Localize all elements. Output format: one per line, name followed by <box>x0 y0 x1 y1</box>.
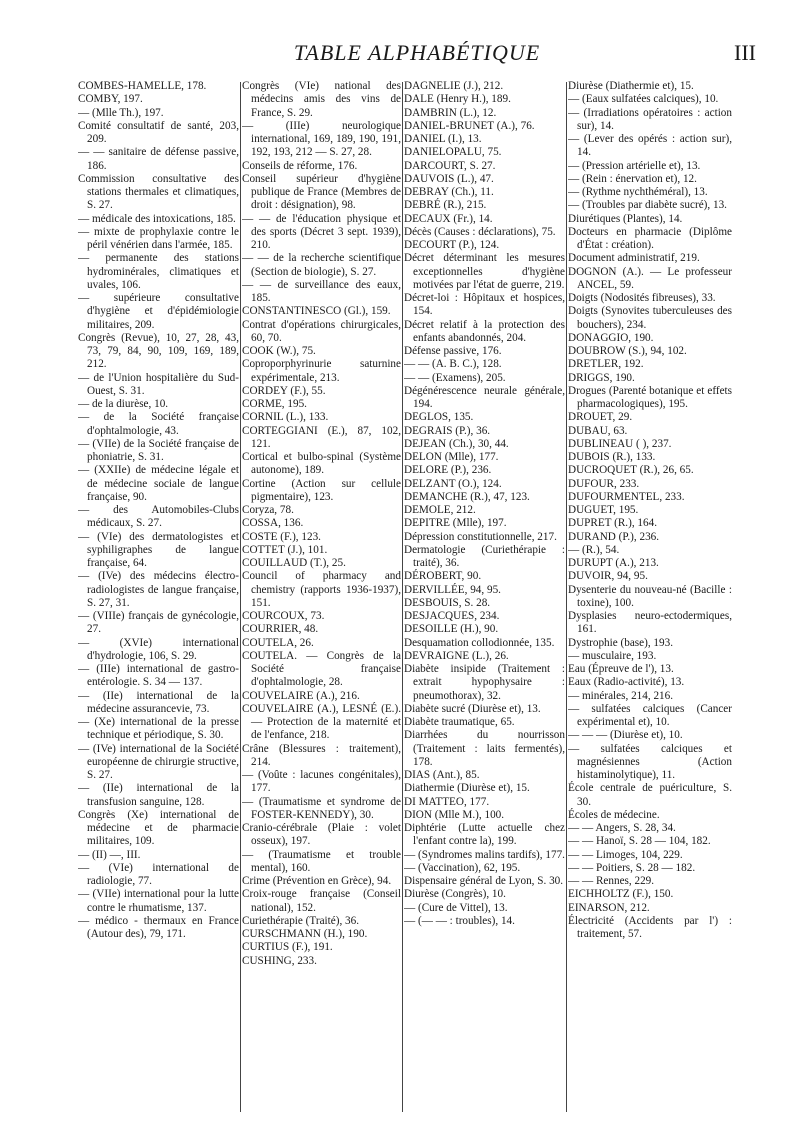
index-entry: Document administratif, 219. <box>568 252 700 265</box>
index-entry: DEJEAN (Ch.), 30, 44. <box>404 437 509 450</box>
index-entry: CURSCHMANN (H.), 190. <box>242 928 368 940</box>
index-entry: — (VIIIe) français de gynécologie, 27. <box>78 610 239 636</box>
running-title: TABLE ALPHABÉTIQUE <box>293 40 541 65</box>
index-entry: CORNIL (L.), 133. <box>242 411 329 424</box>
index-entry: — de l'Union hospitalière du Sud-Ouest, S. 31. <box>78 371 239 397</box>
index-entry: Décret relatif à la protection des enfants abandonnés, 204. <box>404 318 565 344</box>
index-entry: COURRIER, 48. <box>242 623 319 636</box>
index-entry: DEGLOS, 135. <box>404 411 474 424</box>
index-entry: COOK (W.), 75. <box>242 345 316 357</box>
index-entry: — (IIe) international de la transfusion sanguine, 128. <box>78 782 239 808</box>
index-entry: Eau (Épreuve de l'), 13. <box>568 663 674 675</box>
index-entry: Eaux (Radio-activité), 13. <box>568 676 685 689</box>
index-entry: — — (A. B. C.), 128. <box>404 358 502 371</box>
index-entry: — (Eaux sulfatées calciques), 10. <box>568 93 719 106</box>
index-entry: — de la Société française d'ophtalmologie, 43. <box>78 411 239 437</box>
index-entry: — (Mlle Th.), 197. <box>78 106 164 119</box>
index-entry: DAUVOIS (L.), 47. <box>404 172 494 185</box>
index-entry: Décret déterminant les mesures exceptionnelles d'hygiène motivées par l'état de guerre, 219. <box>404 252 565 291</box>
index-entry: — — de surveillance des eaux, 185. <box>242 278 401 304</box>
index-entry: — minérales, 214, 216. <box>568 689 674 702</box>
index-entry: Doigts (Nodosités fibreuses), 33. <box>568 292 716 304</box>
index-entry: Diurétiques (Plantes), 14. <box>568 212 683 225</box>
page-number: III <box>734 40 756 65</box>
index-entry: DUBAU, 63. <box>568 424 628 437</box>
index-entry: Drogues (Parenté botanique et effets pharmacologiques), 195. <box>568 384 732 410</box>
index-entry: — (Xe) international de la presse technique et périodique, S. 30. <box>78 716 239 742</box>
index-entry: Council of pharmacy and chemistry (rapports 1936-1937), 151. <box>242 570 401 609</box>
index-entry: Décès (Causes : déclarations), 75. <box>404 225 556 238</box>
index-entry: EINARSON, 212. <box>568 901 650 914</box>
index-entry: DOUBROW (S.), 94, 102. <box>568 345 687 357</box>
index-entry: DAGNELIE (J.), 212. <box>404 80 504 92</box>
index-entry: DUBLINEAU ( ), 237. <box>568 437 672 450</box>
index-entry: Diarrhées du nourrisson (Traitement : laits fermentés), 178. <box>404 729 565 768</box>
index-entry: DESOILLE (H.), 90. <box>404 623 499 636</box>
index-entry: — (R.), 54. <box>568 543 620 556</box>
index-entry: DECOURT (P.), 124. <box>404 239 500 251</box>
index-entry: Diurèse (Congrès), 10. <box>404 888 506 901</box>
index-entry: — (IIe) international de la médecine assurancevie, 73. <box>78 689 239 715</box>
index-entry: — (XVIe) international d'hydrologie, 106, S. 29. <box>78 636 239 662</box>
column-rule <box>402 82 403 1112</box>
index-entry: DANIEL-BRUNET (A.), 76. <box>404 119 535 132</box>
index-entry: — (IVe) international de la Société européenne de chirurgie structive, S. 27. <box>78 742 239 781</box>
index-entry: — — de l'éducation physique et des sports (Décret 3 sept. 1939), 210. <box>242 212 401 251</box>
index-entry: CORDEY (F.), 55. <box>242 384 326 397</box>
index-entry: Dysenterie du nouveau-né (Bacille : toxine), 100. <box>568 583 732 609</box>
index-entry: — (Traumatisme et syndrome de FOSTER-KENNEDY), 30. <box>242 795 401 821</box>
index-entry: DOGNON (A.). — Le professeur ANCEL, 59. <box>568 265 732 291</box>
index-entry: DEVRAIGNE (L.), 26. <box>404 649 509 662</box>
index-entry: DARCOURT, S. 27. <box>404 159 496 172</box>
index-entry: — (VIIe) de la Société française de phoniatrie, S. 31. <box>78 437 239 463</box>
index-entry: DELORE (P.), 236. <box>404 464 492 477</box>
index-entry: Coproporphyrinurie saturnine expérimentale, 213. <box>242 358 401 384</box>
index-entry: — — Limoges, 104, 229. <box>568 848 683 861</box>
index-entry: COUVELAIRE (A.), LESNÉ (E.). — Protection de la maternité et de l'enfance, 218. <box>242 702 401 742</box>
index-entry: COURCOUX, 73. <box>242 610 325 622</box>
index-entry: CORTEGGIANI (E.), 87, 102, 121. <box>242 424 401 450</box>
index-entry: — médicale des intoxications, 185. <box>78 212 236 225</box>
index-entry: Dispensaire général de Lyon, S. 30. <box>404 875 564 887</box>
index-entry: — (Pression artérielle et), 13. <box>568 159 701 172</box>
index-entry: DANIELOPALU, 75. <box>404 146 502 159</box>
index-entry: DRETLER, 192. <box>568 358 644 371</box>
index-entry: — des Automobiles-Clubs médicaux, S. 27. <box>78 504 239 530</box>
index-entry: — (Syndromes malins tardifs), 177. <box>404 848 565 861</box>
index-entry: Comité consultatif de santé, 203, 209. <box>78 119 239 145</box>
index-entry: Cortine (Action sur cellule pigmentaire), 123. <box>242 477 401 503</box>
index-entry: Contrat d'opérations chirurgicales, 60, 70. <box>242 318 401 344</box>
index-entry: DEBRÉ (R.), 215. <box>404 199 487 212</box>
index-entry: — (Cure de Vittel), 13. <box>404 901 508 914</box>
index-entry: DUBOIS (R.), 133. <box>568 451 656 463</box>
index-entry: — permanente des stations hydrominérales, climatiques et uvales, 106. <box>78 252 239 291</box>
index-entry: Crâne (Blessures : traitement), 214. <box>242 742 401 768</box>
index-column-3 <box>404 80 565 1120</box>
index-entry: — (IIIe) neurologique international, 169, 189, 190, 191, 192, 193, 212 — S. 27, 28. <box>242 119 401 159</box>
index-entry: Diabète sucré (Diurèse et), 13. <box>404 702 541 715</box>
index-columns <box>78 80 756 1120</box>
index-entry: Écoles de médecine. <box>568 808 660 821</box>
index-entry: — mixte de prophylaxie contre le péril vénérien dans l'armée, 185. <box>78 225 239 251</box>
index-entry: DEGRAIS (P.), 36. <box>404 424 491 437</box>
index-entry: — (VIIe) international pour la lutte contre le rhumatisme, 137. <box>78 888 239 914</box>
index-entry: Coryza, 78. <box>242 504 294 516</box>
index-entry: École centrale de puériculture, S. 30. <box>568 782 732 808</box>
index-entry: DURUPT (A.), 213. <box>568 557 659 569</box>
index-entry: COUTELA, 26. <box>242 636 314 649</box>
index-entry: Diabète traumatique, 65. <box>404 716 515 728</box>
index-entry: DAMBRIN (L.), 12. <box>404 106 497 119</box>
column-rule <box>566 82 567 1112</box>
index-entry: DELZANT (O.), 124. <box>404 477 502 490</box>
index-entry: — — Poitiers, S. 28 — 182. <box>568 861 696 874</box>
index-entry: DROUET, 29. <box>568 411 633 424</box>
index-entry: DEMANCHE (R.), 47, 123. <box>404 490 530 503</box>
index-entry: DONAGGIO, 190. <box>568 331 654 344</box>
index-entry: — (— — : troubles), 14. <box>404 914 515 927</box>
index-entry: DRIGGS, 190. <box>568 371 635 384</box>
index-entry: Dépression constitutionnelle, 217. <box>404 530 557 543</box>
index-entry: Défense passive, 176. <box>404 345 502 357</box>
index-entry: COMBY, 197. <box>78 93 143 106</box>
index-entry: — — Rennes, 229. <box>568 875 655 887</box>
index-entry: — (VIe) international de radiologie, 77. <box>78 861 239 887</box>
index-entry: — (II) —, III. <box>78 848 141 861</box>
index-entry: Décret-loi : Hôpitaux et hospices, 154. <box>404 292 565 318</box>
index-entry: Dermatologie (Curiethérapie : traité), 36. <box>404 543 565 569</box>
index-entry: — médico - thermaux en France (Autour des), 79, 171. <box>78 914 239 940</box>
index-entry: DEBRAY (Ch.), 11. <box>404 186 494 198</box>
index-entry: Cranio-cérébrale (Plaie : volet osseux), 197. <box>242 822 401 848</box>
index-entry: Doigts (Synovites tuberculeuses des bouchers), 234. <box>568 305 732 331</box>
index-entry: CUSHING, 233. <box>242 954 317 967</box>
index-entry: DERVILLÉE, 94, 95. <box>404 583 501 596</box>
index-entry: — (Rein : énervation et), 12. <box>568 172 697 185</box>
index-entry: DANIEL (I.), 13. <box>404 133 482 145</box>
index-entry: Croix-rouge française (Conseil national), 152. <box>242 888 401 914</box>
index-entry: DIAS (Ant.), 85. <box>404 769 480 781</box>
index-entry: DEPITRE (Mlle), 197. <box>404 517 507 530</box>
index-entry: DECAUX (Fr.), 14. <box>404 212 493 225</box>
index-entry: — (VIe) des dermatologistes et syphiligraphes de langue française, 64. <box>78 530 239 569</box>
index-entry: DUFOUR, 233. <box>568 477 640 490</box>
index-entry: Congrès (Xe) international de médecine et de pharmacie militaires, 109. <box>78 808 239 848</box>
index-entry: COSSA, 136. <box>242 517 304 530</box>
index-entry: COUILLAUD (T.), 25. <box>242 557 346 569</box>
index-entry: — — — (Diurèse et), 10. <box>568 729 683 742</box>
index-entry: — — (Examens), 205. <box>404 371 506 384</box>
index-entry: COSTE (F.), 123. <box>242 530 321 543</box>
index-entry: — — sanitaire de défense passive, 186. <box>78 146 239 172</box>
index-entry: DUGUET, 195. <box>568 504 639 516</box>
index-entry: Congrès (VIe) national des médecins amis des vins de France, S. 29. <box>242 80 401 119</box>
index-column-4 <box>568 80 732 1120</box>
index-entry: — (Traumatisme et trouble mental), 160. <box>242 848 401 874</box>
index-entry: Diabète insipide (Traitement : extrait hypophysaire : pneumothorax), 32. <box>404 663 565 702</box>
index-entry: DESBOUIS, S. 28. <box>404 596 491 609</box>
index-entry: DI MATTEO, 177. <box>404 795 490 808</box>
index-entry: COMBES-HAMELLE, 178. <box>78 80 207 92</box>
index-entry: DEMOLE, 212. <box>404 504 476 516</box>
index-entry: DION (Mlle M.), 100. <box>404 808 505 821</box>
index-entry: — — Hanoï, S. 28 — 104, 182. <box>568 835 711 848</box>
index-entry: Dégénérescence neurale générale, 194. <box>404 384 565 410</box>
index-entry: — sulfatées calciques (Cancer expérimental et), 10. <box>568 702 732 728</box>
index-entry: — (IIIe) international de gastro-entérologie. S. 34 — 137. <box>78 663 239 689</box>
index-entry: EICHHOLTZ (F.), 150. <box>568 888 674 901</box>
index-entry: — sulfatées calciques et magnésiennes (Action histaminolytique), 11. <box>568 742 732 781</box>
index-entry: COTTET (J.), 101. <box>242 543 328 556</box>
index-entry: — (Voûte : lacunes congénitales), 177. <box>242 769 401 795</box>
index-entry: Conseil supérieur d'hygiène publique de France (Membres de droit : désignation), 98. <box>242 172 401 212</box>
index-entry: DURAND (P.), 236. <box>568 530 660 543</box>
index-entry: DÉROBERT, 90. <box>404 570 482 583</box>
index-entry: DUVOIR, 94, 95. <box>568 570 648 583</box>
index-entry: CURTIUS (F.), 191. <box>242 941 333 954</box>
page-header <box>78 36 756 72</box>
index-entry: Électricité (Accidents par l') : traitement, 57. <box>568 914 732 940</box>
index-entry: DUCROQUET (R.), 26, 65. <box>568 464 694 477</box>
index-entry: Commission consultative des stations thermales et climatiques, S. 27. <box>78 172 239 212</box>
index-entry: — (Irradiations opératoires : action sur), 14. <box>568 106 732 132</box>
index-entry: Docteurs en pharmacie (Diplôme d'État : création). <box>568 225 732 251</box>
index-entry: — (Vaccination), 62, 195. <box>404 861 521 874</box>
index-entry: COUTELA. — Congrès de la Société française d'ophtalmologie, 28. <box>242 649 401 689</box>
index-entry: — (Troubles par diabète sucré), 13. <box>568 199 727 212</box>
index-entry: Dystrophie (base), 193. <box>568 636 674 649</box>
index-entry: Diurèse (Diathermie et), 15. <box>568 80 694 92</box>
index-column-1 <box>78 80 239 1120</box>
index-entry: Diathermie (Diurèse et), 15. <box>404 782 530 795</box>
index-entry: — (IVe) des médecins électro-radiologistes de langue française, S. 27, 31. <box>78 570 239 609</box>
index-entry: Curiethérapie (Traité), 36. <box>242 914 360 927</box>
index-entry: Cortical et bulbo-spinal (Système autonome), 189. <box>242 451 401 477</box>
index-entry: DUFOURMENTEL, 233. <box>568 490 685 503</box>
column-rule <box>240 82 241 1112</box>
index-entry: — de la diurèse, 10. <box>78 398 169 410</box>
index-entry: — (Rythme nychthéméral), 13. <box>568 186 708 198</box>
index-entry: Conseils de réforme, 176. <box>242 159 358 172</box>
index-entry: — — Angers, S. 28, 34. <box>568 822 676 834</box>
index-entry: Desquamation collodionnée, 135. <box>404 636 555 649</box>
index-entry: — musculaire, 193. <box>568 649 657 662</box>
index-entry: — supérieure consultative d'hygiène et d'épidémiologie militaires, 209. <box>78 292 239 331</box>
index-entry: — (Lever des opérés : action sur), 14. <box>568 133 732 159</box>
index-entry: Dysplasies neuro-ectodermiques, 161. <box>568 610 732 636</box>
index-entry: CONSTANTINESCO (Gl.), 159. <box>242 305 391 318</box>
index-entry: Diphtérie (Lutte actuelle chez l'enfant contre la), 199. <box>404 822 565 848</box>
index-entry: COUVELAIRE (A.), 216. <box>242 689 360 702</box>
index-entry: DUPRET (R.), 164. <box>568 517 657 530</box>
index-entry: — — de la recherche scientifique (Section de biologie), S. 27. <box>242 252 401 278</box>
index-entry: CORME, 195. <box>242 398 307 410</box>
index-entry: Crime (Prévention en Grèce), 94. <box>242 875 392 887</box>
index-entry: — (XXIIe) de médecine légale et de médecine sociale de langue française, 90. <box>78 464 239 503</box>
index-entry: DESJACQUES, 234. <box>404 610 500 622</box>
index-entry: DALE (Henry H.), 189. <box>404 93 511 106</box>
index-entry: DELON (Mlle), 177. <box>404 451 499 463</box>
index-entry: Congrès (Revue), 10, 27, 28, 43, 73, 79, 84, 90, 109, 169, 189, 212. <box>78 331 239 371</box>
index-column-2 <box>242 80 401 1120</box>
